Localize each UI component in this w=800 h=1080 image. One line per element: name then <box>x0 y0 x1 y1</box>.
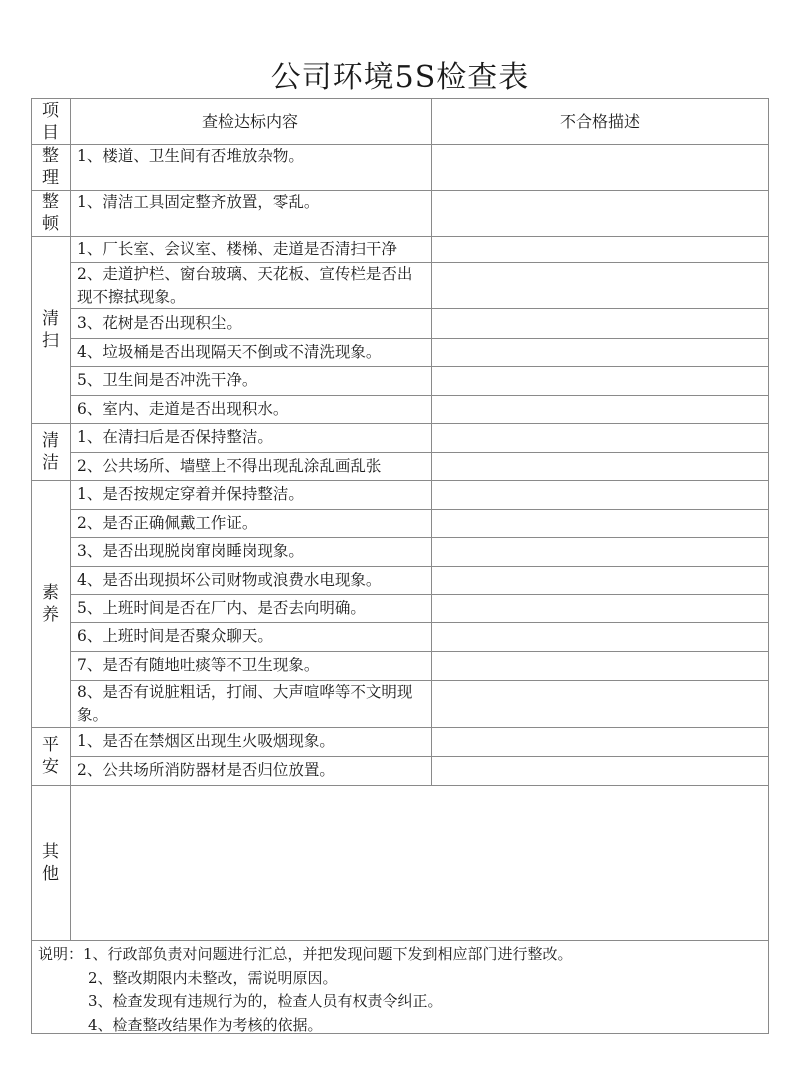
fail-description-cell[interactable] <box>432 681 768 726</box>
page-title: 公司环境5S检查表 <box>270 60 530 95</box>
category-cell: 其他 <box>42 841 59 884</box>
fail-description-cell[interactable] <box>432 263 768 307</box>
criteria-cell: 8、是否有说脏粗话，打闹、大声喧哗等不文明现象。 <box>77 683 413 724</box>
fail-description-cell[interactable] <box>432 728 768 755</box>
category-cell: 平安 <box>42 735 59 777</box>
criteria-cell: 5、上班时间是否在厂内、是否去向明确。 <box>77 599 366 617</box>
note-line-4: 4、检查整改结果作为考核的依据。 <box>88 1015 323 1034</box>
criteria-cell: 2、公共场所消防器材是否归位放置。 <box>77 761 335 779</box>
criteria-cell: 1、楼道、卫生间有否堆放杂物。 <box>77 147 304 165</box>
fail-description-cell[interactable] <box>432 339 768 365</box>
category-cell: 整理 <box>42 146 59 188</box>
criteria-cell: 1、是否按规定穿着并保持整洁。 <box>77 485 304 503</box>
header-item-cell: 项目 <box>42 101 59 143</box>
notes-label: 说明： <box>38 945 84 963</box>
grid-hline <box>31 940 769 941</box>
criteria-cell: 2、是否正确佩戴工作证。 <box>77 514 258 532</box>
fail-description-cell[interactable] <box>432 145 768 189</box>
fail-description-cell[interactable] <box>432 191 768 235</box>
criteria-cell: 1、厂长室、会议室、楼梯、走道是否清扫干净 <box>77 240 397 258</box>
fail-description-cell[interactable] <box>432 453 768 479</box>
criteria-cell: 6、上班时间是否聚众聊天。 <box>77 627 273 645</box>
category-cell: 整顿 <box>42 192 59 234</box>
note-line-2: 2、整改期限内未整改，需说明原因。 <box>88 968 338 987</box>
criteria-cell: 2、公共场所、墙壁上不得出现乱涂乱画乱张 <box>77 457 382 475</box>
header-content-cell: 查检达标内容 <box>201 112 298 131</box>
fail-description-cell[interactable] <box>432 652 768 679</box>
grid-vline <box>70 98 71 940</box>
category-cell: 清扫 <box>42 308 59 351</box>
fail-description-cell[interactable] <box>432 396 768 422</box>
fail-description-cell[interactable] <box>432 538 768 565</box>
criteria-cell: 1、是否在禁烟区出现生火吸烟现象。 <box>77 732 335 750</box>
criteria-cell: 3、是否出现脱岗窜岗睡岗现象。 <box>77 542 304 560</box>
fail-description-cell[interactable] <box>432 510 768 536</box>
category-cell: 清洁 <box>42 430 59 473</box>
category-cell: 素养 <box>42 582 59 625</box>
fail-description-cell[interactable] <box>432 237 768 261</box>
fail-description-cell[interactable] <box>432 567 768 593</box>
fail-description-cell[interactable] <box>432 309 768 337</box>
criteria-cell: 5、卫生间是否冲洗干净。 <box>77 371 258 389</box>
grid-hline <box>31 785 769 786</box>
criteria-cell: 4、是否出现损坏公司财物或浪费水电现象。 <box>77 571 382 589</box>
fail-description-cell[interactable] <box>432 424 768 451</box>
note-line-1: 说明：1、行政部负责对问题进行汇总，并把发现问题下发到相应部门进行整改。 <box>38 945 573 963</box>
note-line-3: 3、检查发现有违规行为的，检查人员有权责令纠正。 <box>88 992 443 1010</box>
fail-description-cell[interactable] <box>432 481 768 508</box>
notes-block <box>38 943 758 1037</box>
criteria-cell: 3、花树是否出现积尘。 <box>77 314 242 332</box>
fail-description-cell[interactable] <box>432 595 768 621</box>
criteria-cell: 2、走道护栏、窗台玻璃、天花板、宣传栏是否出现不擦拭现象。 <box>77 265 413 306</box>
criteria-cell: 4、垃圾桶是否出现隔天不倒或不清洗现象。 <box>77 343 382 361</box>
criteria-cell: 6、室内、走道是否出现积水。 <box>77 400 289 418</box>
criteria-cell: 7、是否有随地吐痰等不卫生现象。 <box>77 656 320 674</box>
criteria-cell: 1、清洁工具固定整齐放置，零乱。 <box>77 193 320 211</box>
fail-description-cell[interactable] <box>432 757 768 784</box>
criteria-cell: 1、在清扫后是否保持整洁。 <box>77 428 273 446</box>
header-fail-description-cell: 不合格描述 <box>559 112 640 131</box>
fail-description-cell[interactable] <box>432 623 768 650</box>
fail-description-cell[interactable] <box>432 367 768 394</box>
